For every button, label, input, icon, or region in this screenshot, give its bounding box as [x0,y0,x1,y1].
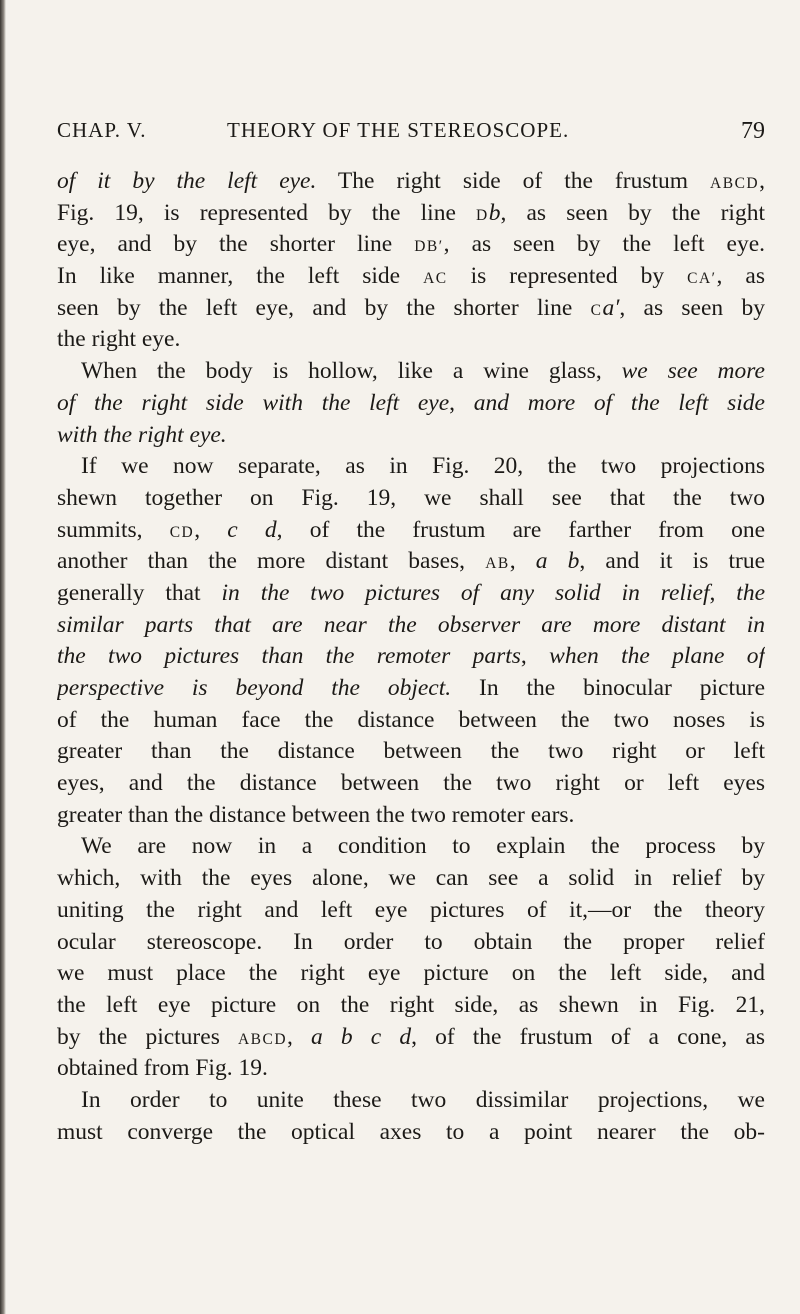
text-line [57,546,765,578]
text-span: When the body is hollow, like a wine glass, [81,358,622,385]
page-number: 79 [741,118,765,144]
text-span: the right eye. [57,326,181,353]
text-line [57,515,765,547]
text-line [57,324,765,356]
small-caps-label: DB′ [414,238,444,256]
text-span: , as seen by the right [500,199,765,226]
text-line [57,895,765,927]
text-span: We are now in a condition to explain the process by [81,833,765,860]
running-header [57,118,765,148]
text-span: uniting the right and left eye pictures of it,—or the theory [57,896,765,923]
running-title: THEORY OF THE STEREOSCOPE. [227,118,570,142]
text-span: Fig. 19, is represented by the line [57,199,477,226]
text-line [57,420,765,452]
text-line [57,768,765,800]
chapter-label: CHAP. V. [57,118,147,142]
small-caps-label: D [476,206,489,224]
text-span: of the human face the distance between the two noses is [57,706,765,733]
text-span: In order to unite these two dissimilar projections, we [81,1086,765,1113]
text-span: ocular stereoscope. In order to obtain the proper relief [57,928,765,955]
text-span: , [287,1023,312,1050]
text-line [57,736,765,768]
italic-span: the [736,579,765,606]
text-line [57,831,765,863]
text-span: , [194,516,228,543]
italic-span: a b [535,548,580,575]
text-span: which, with the eyes alone, we can see a solid in relief by [57,865,765,892]
text-span: , of the frustum are farther from one [276,516,765,543]
text-span: is represented by [447,263,688,290]
text-line [57,1022,765,1054]
text-line [57,958,765,990]
text-line [57,641,765,673]
text-line [57,261,765,293]
text-line [57,1117,765,1149]
text-span: shewn together on Fig. 19, we shall see that the two [57,484,765,511]
small-caps-label: AC [423,270,448,288]
text-span: greater than the distance between the two remoter ears. [57,801,575,828]
text-span: must converge the optical axes to a point nearer the ob- [57,1118,765,1145]
italic-span: with the right eye. [57,421,227,448]
text-line [57,198,765,230]
text-line [57,451,765,483]
text-span: by the pictures [57,1023,238,1050]
italic-span: a b c d [311,1023,412,1050]
text-span: summits, [57,516,170,543]
italic-span: b [488,199,501,226]
text-line [57,483,765,515]
text-span: seen by the left eye, and by the shorter line [57,294,591,321]
text-span: the left eye picture on the right side, as shewn in Fig. 21, [57,991,765,1018]
italic-span: perspective is beyond the object. [57,675,452,701]
text-span: If we now separate, as in Fig. 20, the two projections [81,453,765,480]
text-span: greater than the distance between the two right or left [57,738,765,765]
text-span: , [759,168,765,194]
text-line [57,927,765,959]
text-span: , as [716,263,765,290]
text-line [57,800,765,832]
text-span: , [709,579,737,606]
text-span: , as seen by [619,294,765,321]
text-span: The right side of the frustum [316,168,711,194]
text-line [57,388,765,420]
text-line [57,705,765,737]
small-caps-label: CA′ [687,270,717,288]
italic-span: of the right side with the left eye [57,389,450,416]
text-span: , [509,548,536,575]
small-caps-label: CD [169,523,195,541]
page-gutter-shadow [0,0,6,1314]
small-caps-label: AB [485,555,510,573]
italic-span: when the plane of [549,643,765,670]
text-span: eyes, and the distance between the two right or left eyes [57,770,765,797]
text-line [57,293,765,325]
italic-span: the two pictures than the remoter parts [57,643,521,670]
italic-span: c d [227,516,277,543]
text-span: , [449,389,474,416]
small-caps-label: ABCD [710,175,760,192]
text-line [57,578,765,610]
text-line [57,229,765,261]
text-line [57,990,765,1022]
text-span: In like manner, the left side [57,263,424,290]
text-span: obtained from Fig. 19. [57,1055,268,1082]
italic-span: of it by the left eye. [57,168,317,194]
text-line [57,356,765,388]
text-span: , [520,643,550,670]
italic-span: a′ [602,294,620,321]
text-span: eye, and by the shorter line [57,231,415,258]
body-text [57,166,765,1148]
text-span: another than the more distant bases, [57,548,486,575]
small-caps-label: C [590,301,603,319]
text-line [57,1053,765,1085]
text-span: generally that [57,579,222,606]
text-span: we must place the right eye picture on the left side, and [57,960,765,987]
text-line [57,863,765,895]
text-line [57,673,765,705]
text-span: In the binocular picture [451,675,765,701]
text-line [57,610,765,642]
text-span: , and it is true [579,548,765,575]
small-caps-label: ABCD [237,1030,288,1048]
text-line [57,1085,765,1117]
italic-span: we see more [621,358,765,385]
text-line [57,166,765,198]
italic-span: similar parts that are near the observer are more distant in [57,611,765,638]
text-span: , of the frustum of a cone, as [411,1023,765,1050]
italic-span: in the two pictures of any solid in relief [221,579,710,606]
italic-span: and more of the left side [473,389,765,416]
text-span: , as seen by the left eye. [443,231,765,258]
